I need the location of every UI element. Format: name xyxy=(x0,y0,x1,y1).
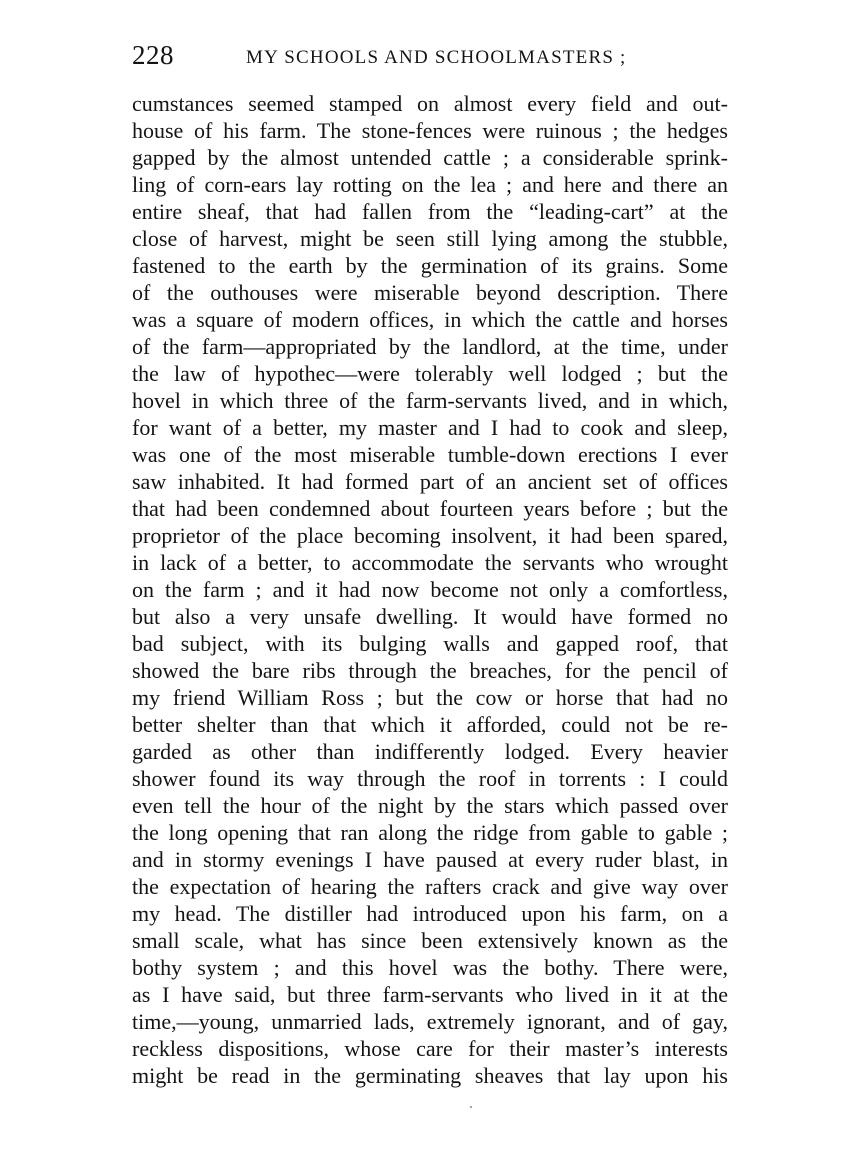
text-line: cumstances seemed stamped on almost every field and out- xyxy=(132,91,728,116)
text-line: showed the bare ribs through the breaches, for the pencil of xyxy=(132,658,728,683)
running-head xyxy=(132,40,728,80)
text-line: time,—young, unmarried lads, extremely ignorant, and of gay, xyxy=(132,1009,728,1034)
text-line: saw inhabited. It had formed part of an ancient set of offices xyxy=(132,469,728,494)
text-line: proprietor of the place becoming insolvent, it had been spared, xyxy=(132,523,728,548)
text-line: in lack of a better, to accommodate the servants who wrought xyxy=(132,550,728,575)
text-line: ling of corn-ears lay rotting on the lea ; and here and there an xyxy=(132,172,728,197)
text-line: was one of the most miserable tumble-down erections I ever xyxy=(132,442,728,467)
text-line: of the outhouses were miserable beyond description. There xyxy=(132,280,728,305)
text-line: might be read in the germinating sheaves that lay upon his xyxy=(132,1063,728,1088)
text-line: bothy system ; and this hovel was the bothy. There were, xyxy=(132,955,728,980)
text-line: reckless dispositions, whose care for their master’s interests xyxy=(132,1036,728,1061)
text-line: for want of a better, my master and I had to cook and sleep, xyxy=(132,415,728,440)
text-line: the law of hypothec—were tolerably well lodged ; but the xyxy=(132,361,728,386)
text-line: but also a very unsafe dwelling. It would have formed no xyxy=(132,604,728,629)
ink-speck xyxy=(470,1106,472,1108)
text-line: small scale, what has since been extensively known as the xyxy=(132,928,728,953)
text-line: better shelter than that which it afforded, could not be re- xyxy=(132,712,728,737)
text-line: gapped by the almost untended cattle ; a considerable sprink- xyxy=(132,145,728,170)
text-line: even tell the hour of the night by the stars which passed over xyxy=(132,793,728,818)
running-title: MY SCHOOLS AND SCHOOLMASTERS ; xyxy=(246,47,627,68)
text-line: garded as other than indifferently lodged. Every heavier xyxy=(132,739,728,764)
text-line: and in stormy evenings I have paused at every ruder blast, in xyxy=(132,847,728,872)
text-line: was a square of modern offices, in which the cattle and horses xyxy=(132,307,728,332)
text-line: bad subject, with its bulging walls and gapped roof, that xyxy=(132,631,728,656)
text-line: house of his farm. The stone-fences were ruinous ; the hedges xyxy=(132,118,728,143)
text-line: that had been condemned about fourteen years before ; but the xyxy=(132,496,728,521)
body-text xyxy=(132,90,728,1089)
text-line: the long opening that ran along the ridge from gable to gable ; xyxy=(132,820,728,845)
text-line: on the farm ; and it had now become not only a comfortless, xyxy=(132,577,728,602)
text-line: fastened to the earth by the germination of its grains. Some xyxy=(132,253,728,278)
page-number: 228 xyxy=(132,40,174,70)
text-line: my head. The distiller had introduced upon his farm, on a xyxy=(132,901,728,926)
text-line: entire sheaf, that had fallen from the “leading-cart” at the xyxy=(132,199,728,224)
text-line: my friend William Ross ; but the cow or horse that had no xyxy=(132,685,728,710)
text-line: close of harvest, might be seen still lying among the stubble, xyxy=(132,226,728,251)
text-line: as I have said, but three farm-servants who lived in it at the xyxy=(132,982,728,1007)
text-line: hovel in which three of the farm-servants lived, and in which, xyxy=(132,388,728,413)
text-line: shower found its way through the roof in torrents : I could xyxy=(132,766,728,791)
text-line: the expectation of hearing the rafters crack and give way over xyxy=(132,874,728,899)
text-line: of the farm—appropriated by the landlord, at the time, under xyxy=(132,334,728,359)
